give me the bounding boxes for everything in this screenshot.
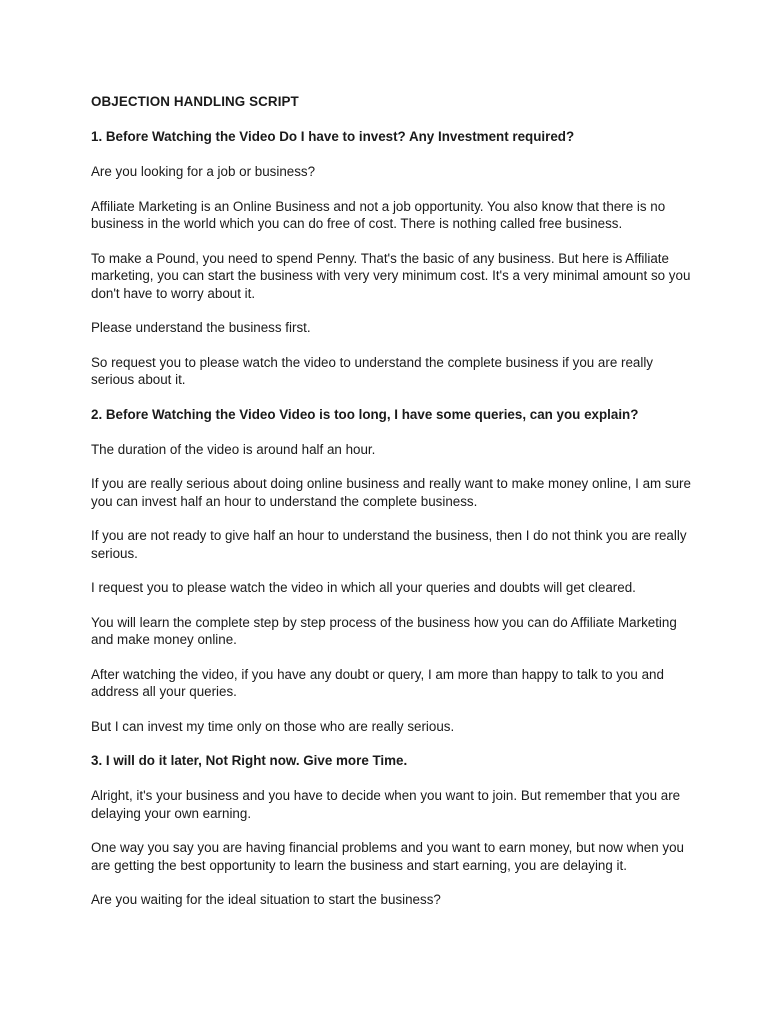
paragraph: If you are not ready to give half an hour to understand the business, then I do not think you are really serious.	[91, 528, 687, 561]
paragraph: Are you waiting for the ideal situation to start the business?	[91, 892, 441, 907]
section-1	[91, 128, 691, 389]
paragraph: If you are really serious about doing online business and really want to make money online, I am sure you can invest half an hour to understand the complete business.	[91, 476, 691, 509]
section-2	[91, 406, 691, 736]
paragraph: So request you to please watch the video to understand the complete business if you are really serious about it.	[91, 354, 654, 387]
paragraph: I request you to please watch the video in which all your queries and doubts will get cleared.	[91, 580, 636, 595]
paragraph: The duration of the video is around half an hour.	[91, 441, 376, 457]
paragraph: One way you say you are having financial problems and you want to earn money, but now when you are getting the best opportunity to learn the business and start earning, you are delaying it.	[91, 840, 685, 873]
section-3	[91, 752, 691, 909]
document-title: OBJECTION HANDLING SCRIPT	[91, 94, 299, 109]
section-heading: 3. I will do it later, Not Right now. Give more Time.	[91, 753, 408, 768]
section-heading: 1. Before Watching the Video Do I have to invest? Any Investment required?	[91, 129, 575, 144]
paragraph: But I can invest my time only on those who are really serious.	[91, 718, 455, 734]
paragraph: Are you looking for a job or business?	[91, 164, 316, 179]
section-heading: 2. Before Watching the Video Video is too long, I have some queries, can you explain?	[91, 406, 639, 422]
paragraph: Please understand the business first.	[91, 320, 311, 335]
paragraph: Alright, it's your business and you have to decide when you want to join. But remember that you are delaying your own earning.	[91, 788, 681, 821]
paragraph: After watching the video, if you have any doubt or query, I am more than happy to talk to you and address all your queries.	[91, 666, 664, 699]
document-page	[91, 93, 691, 926]
paragraph: You will learn the complete step by step process of the business how you can do Affiliate Marketing and make money online.	[91, 614, 677, 647]
paragraph: To make a Pound, you need to spend Penny. That's the basic of any business. But here is Affiliate marketing, you can start the business with very very minimum cost. It's a very minimal amount so you don't have to worry about it.	[91, 250, 691, 301]
paragraph: Affiliate Marketing is an Online Business and not a job opportunity. You also know that there is no business in the world which you can do free of cost. There is nothing called free business.	[91, 198, 666, 231]
